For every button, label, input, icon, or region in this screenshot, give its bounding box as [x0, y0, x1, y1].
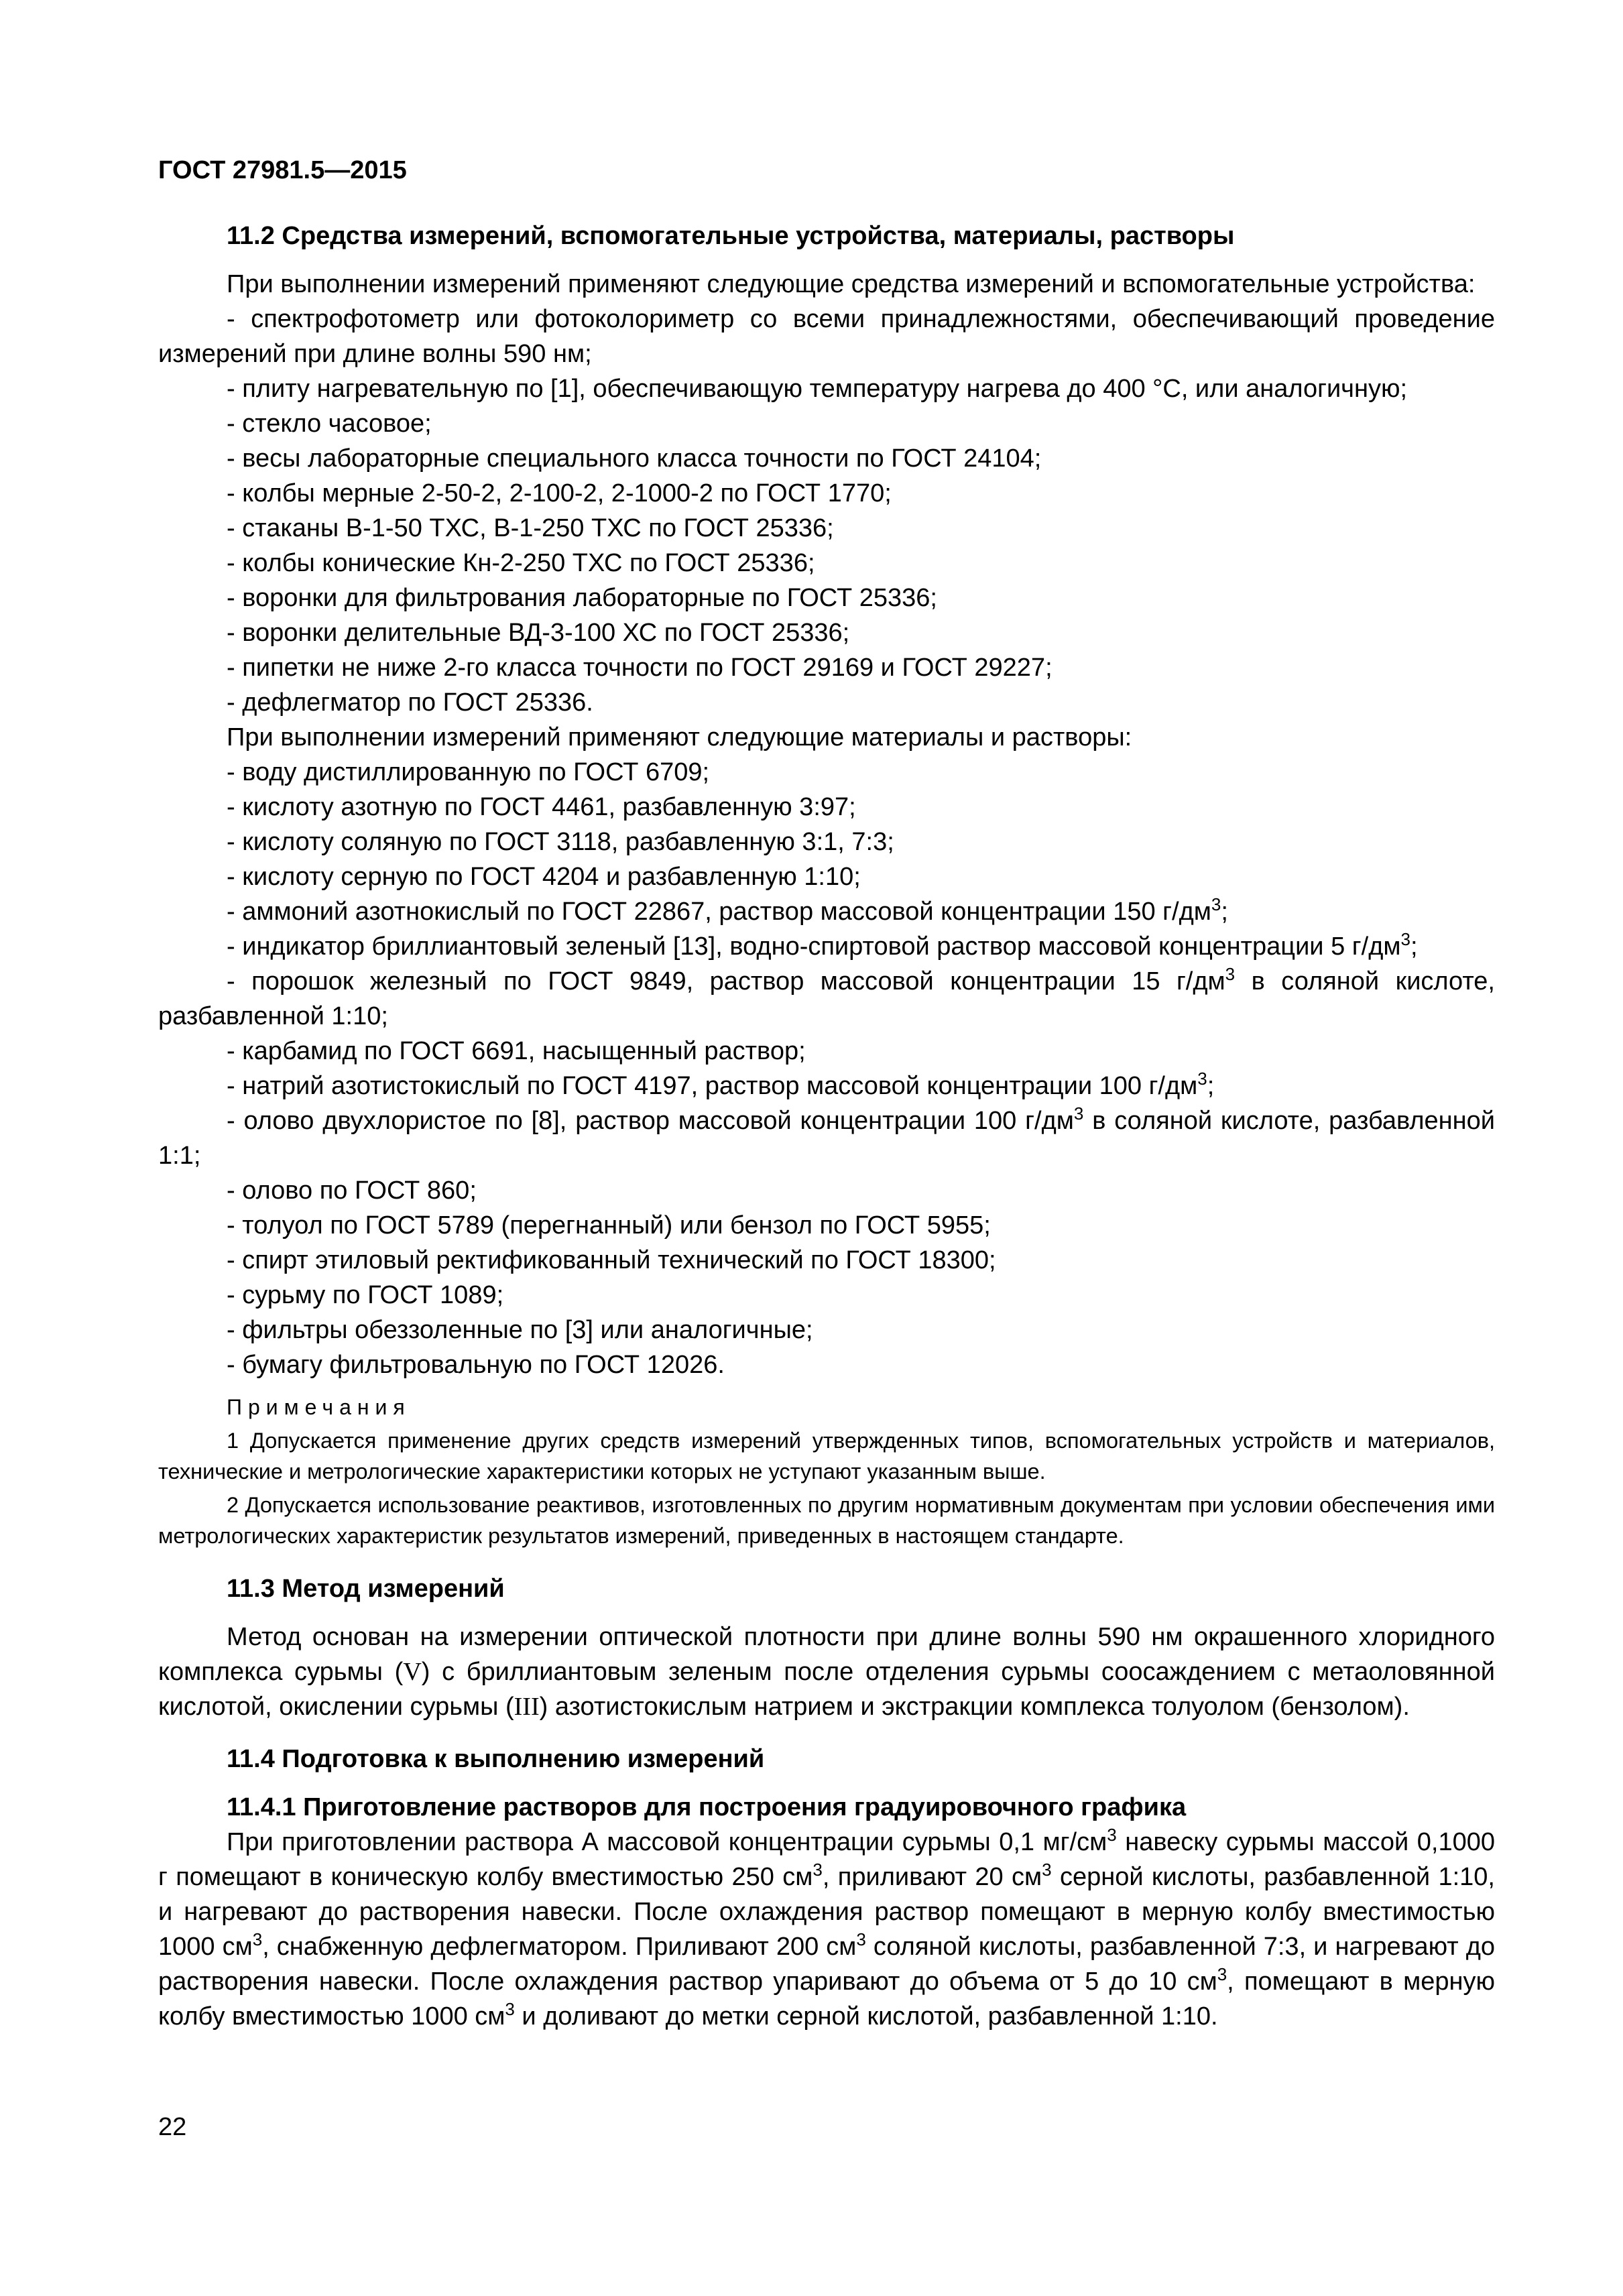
list-item: - стаканы В-1-50 ТХС, В-1-250 ТХС по ГОСТ 25336;: [227, 514, 834, 542]
document-page: [158, 153, 1495, 2034]
section-11-4-1-title: 11.4.1 Приготовление растворов для построения градуировочного графика: [227, 1793, 1187, 1821]
solution-prep-paragraph: При приготовлении раствора А массовой концентрации сурьмы 0,1 $мг/см^3$ навеску сурьмы массой 0,1000 г помещают в коническую колбу вместимостью 250 $см^3$, приливают 20 $см^3$ серной кислоты, разбавленной 1:10, и нагревают до растворения навески. После охлаждения раствор помещают в мерную колбу вместимостью 1000 $см^3$, снабженную дефлегматором. Приливают 200 $см^3$ соляной кислоты, разбавленной 7:3, и нагревают до растворения навески. После охлаждения раствор упаривают до объема от 5 до 10 $см^3$, помещают в мерную колбу вместимостью 1000 $см^3$ и доливают до метки серной кислотой, разбавленной 1:10.: [158, 1825, 1496, 2031]
list-item: - колбы мерные 2-50-2, 2-100-2, 2-1000-2 по ГОСТ 1770;: [227, 479, 892, 507]
list-item: - стекло часовое;: [227, 410, 432, 438]
list-item: - воронки для фильтрования лабораторные по ГОСТ 25336;: [227, 584, 937, 612]
section-11-3-title: 11.3 Метод измерений: [227, 1575, 505, 1603]
list-item: - кислоту соляную по ГОСТ 3118, разбавленную 3:1, 7:3;: [227, 828, 894, 856]
note-item: 2 Допускается использование реактивов, изготовленных по другим нормативным документам при условии обеспечения ими метрологических характеристик результатов измерений, приведенных в настоящем стандарте.: [158, 1493, 1495, 1548]
list-item: - спектрофотометр или фотоколориметр со всеми принадлежностями, обеспечивающий проведение измерений при длине волны 590 нм;: [158, 305, 1495, 368]
list-item: - кислоту серную по ГОСТ 4204 и разбавленную 1:10;: [227, 863, 861, 891]
list-item: - бумагу фильтровальную по ГОСТ 12026.: [227, 1351, 725, 1379]
list-item-tin-chloride: - олово двухлористое по [8], раствор массовой концентрации 100 $г/дм^3$ в соляной кислоте, разбавленной 1:1;: [158, 1103, 1495, 1170]
section-11-2-title: 11.2 Средства измерений, вспомогательные устройства, материалы, растворы: [227, 222, 1235, 250]
document-header: ГОСТ 27981.5—2015: [158, 156, 407, 184]
list-item: - дефлегматор по ГОСТ 25336.: [227, 688, 593, 717]
list-item: - сурьму по ГОСТ 1089;: [227, 1281, 504, 1309]
list-item: - колбы конические Кн-2-250 ТХС по ГОСТ 25336;: [227, 549, 815, 577]
list-item: - толуол по ГОСТ 5789 (перегнанный) или бензол по ГОСТ 5955;: [227, 1211, 991, 1240]
list-item: - плиту нагревательную по [1], обеспечивающую температуру нагрева до 400 °С, или аналогичную;: [227, 375, 1408, 403]
method-paragraph: Метод основан на измерении оптической плотности при длине волны 590 нм окрашенного хлоридного комплекса сурьмы (V) с бриллиантовым зеленым после отделения сурьмы соосаждением с метаоловянной кислотой, окислении сурьмы (III) азотистокислым натрием и экстракции комплекса толуолом (бензолом).: [158, 1623, 1496, 1721]
list-item-indicator: - индикатор бриллиантовый зеленый [13], водно-спиртовой раствор массовой концентрации 5 $г/дм^3$;: [227, 929, 1418, 961]
list-item: - воду дистиллированную по ГОСТ 6709;: [227, 758, 710, 786]
list-item: - олово по ГОСТ 860;: [227, 1176, 477, 1205]
list-item: - воронки делительные ВД-3-100 ХС по ГОСТ 25336;: [227, 619, 850, 647]
list-item: - спирт этиловый ректификованный технический по ГОСТ 18300;: [227, 1246, 996, 1274]
list-item: - карбамид по ГОСТ 6691, насыщенный раствор;: [227, 1037, 806, 1065]
devices-intro: При выполнении измерений применяют следующие средства измерений и вспомогательные устройства:: [227, 270, 1476, 298]
page-number: 22: [158, 2113, 187, 2141]
list-item-sodium-nitrite: - натрий азотистокислый по ГОСТ 4197, раствор массовой концентрации 100 $г/дм^3$;: [227, 1069, 1215, 1100]
section-11-4-title: 11.4 Подготовка к выполнению измерений: [227, 1745, 765, 1773]
list-item: - пипетки не ниже 2-го класса точности по ГОСТ 29169 и ГОСТ 29227;: [227, 654, 1053, 682]
note-item: 1 Допускается применение других средств измерений утвержденных типов, вспомогательных устройств и материалов, технические и метрологические характеристики которых не уступают указанным выше.: [158, 1429, 1495, 1484]
list-item-ammonium: - аммоний азотнокислый по ГОСТ 22867, раствор массовой концентрации 150 $г/дм^3$;: [227, 894, 1228, 926]
notes-title: Примечания: [227, 1395, 411, 1419]
list-item: - весы лабораторные специального класса точности по ГОСТ 24104;: [227, 444, 1042, 473]
list-item-iron-powder: - порошок железный по ГОСТ 9849, раствор массовой концентрации 15 $г/дм^3$ в соляной кислоте, разбавленной 1:10;: [158, 964, 1495, 1030]
list-item: - фильтры обеззоленные по [3] или аналогичные;: [227, 1316, 813, 1344]
list-item: - кислоту азотную по ГОСТ 4461, разбавленную 3:97;: [227, 793, 856, 821]
materials-intro: При выполнении измерений применяют следующие материалы и растворы:: [227, 723, 1132, 751]
